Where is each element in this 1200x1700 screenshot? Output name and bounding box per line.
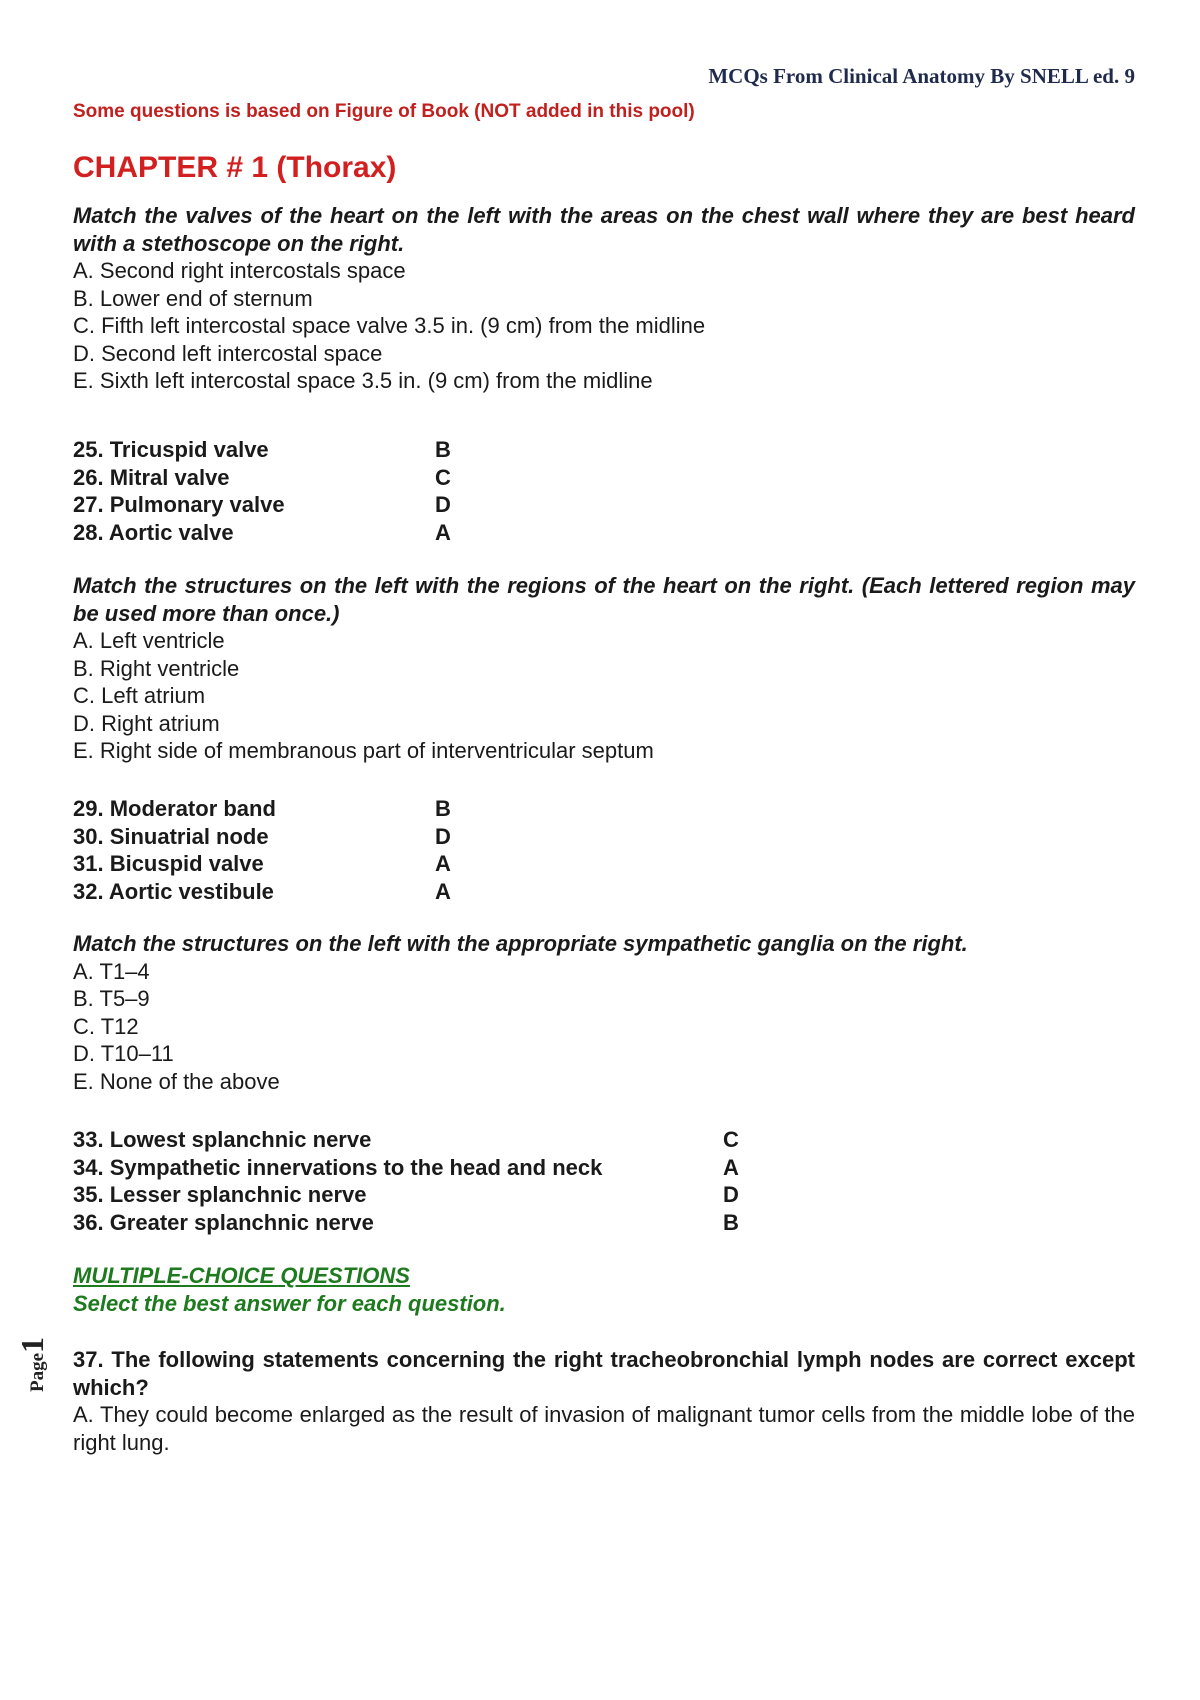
question-stem: 37. The following statements concerning the right tracheobronchial lymph nodes are correct except which? — [73, 1347, 1135, 1400]
pair-answer: B — [723, 1209, 739, 1235]
answer-pair — [73, 823, 493, 851]
mcq-instruction: Select the best answer for each question. — [73, 1290, 506, 1316]
answer-pair — [73, 1126, 773, 1154]
option-item: E. Right side of membranous part of interventricular septum — [73, 738, 654, 763]
option-item: C. T12 — [73, 1013, 139, 1039]
matching-stem: Match the structures on the left with the appropriate sympathetic ganglia on the right. — [73, 931, 968, 956]
pair-answer: A — [435, 878, 451, 904]
answer-pair — [73, 878, 493, 906]
pair-item: 33. Lowest splanchnic nerve — [73, 1127, 372, 1152]
matching-set-2 — [73, 572, 1135, 765]
chapter-title: CHAPTER # 1 (Thorax) — [73, 151, 397, 184]
answer-pair — [73, 519, 493, 547]
page-number: 1 — [14, 1336, 50, 1353]
pair-answer: A — [435, 519, 451, 545]
pair-answer: D — [723, 1182, 739, 1207]
answer-pair — [73, 491, 493, 519]
mcq-heading-text: MULTIPLE-CHOICE QUESTIONS — [73, 1263, 410, 1288]
pair-item: 26. Mitral valve — [73, 464, 230, 490]
option-item: A. T1–4 — [73, 958, 150, 984]
mcq-heading — [73, 1262, 1135, 1290]
pair-answer: C — [435, 464, 451, 490]
option-item: A. They could become enlarged as the result of invasion of malignant tumor cells from the middle lobe of the right lung. — [73, 1402, 1135, 1455]
pair-item: 31. Bicuspid valve — [73, 851, 264, 876]
answer-pair — [73, 1181, 773, 1209]
page-word: Page — [27, 1352, 48, 1392]
pair-answer: D — [435, 492, 451, 517]
answer-pair — [73, 464, 493, 492]
pair-item: 32. Aortic vestibule — [73, 878, 274, 904]
answer-pair — [73, 1154, 773, 1182]
matching-set-3 — [73, 930, 1135, 1095]
pair-answer: C — [723, 1127, 739, 1152]
answer-pair — [73, 436, 493, 464]
matching-set-1 — [73, 202, 1135, 395]
mcq-section — [73, 1262, 1135, 1317]
pair-item: 25. Tricuspid valve — [73, 437, 269, 462]
pair-item: 27. Pulmonary valve — [73, 492, 285, 517]
pair-item: 29. Moderator band — [73, 796, 276, 821]
option-item: C. Fifth left intercostal space valve 3.5 in. (9 cm) from the midline — [73, 313, 706, 338]
option-item: E. Sixth left intercostal space 3.5 in. (9 cm) from the midline — [73, 368, 653, 393]
running-head: MCQs From Clinical Anatomy By SNELL ed. 9 — [708, 64, 1135, 88]
pair-answer: D — [435, 823, 451, 849]
option-item: B. Right ventricle — [73, 655, 240, 681]
answer-pair — [73, 795, 493, 823]
option-item: C. Left atrium — [73, 683, 206, 708]
option-item: B. Lower end of sternum — [73, 285, 313, 311]
option-item: D. Second left intercostal space — [73, 340, 383, 366]
option-item: D. T10–11 — [73, 1041, 174, 1066]
option-item: A. Second right intercostals space — [73, 258, 406, 283]
pair-item: 34. Sympathetic innervations to the head and neck — [73, 1154, 603, 1180]
option-item: B. T5–9 — [73, 986, 150, 1011]
pair-answer: B — [435, 437, 451, 462]
answer-pairs-1 — [73, 436, 493, 546]
pair-item: 35. Lesser splanchnic nerve — [73, 1182, 367, 1207]
question-37 — [73, 1346, 1135, 1456]
pool-note: Some questions is based on Figure of Book (NOT added in this pool) — [73, 101, 695, 122]
pair-item: 28. Aortic valve — [73, 519, 234, 545]
pair-answer: A — [435, 851, 451, 876]
answer-pair — [73, 850, 493, 878]
answer-pair — [73, 1209, 773, 1237]
option-item: A. Left ventricle — [73, 628, 225, 653]
option-item: E. None of the above — [73, 1068, 280, 1094]
pair-answer: A — [723, 1154, 739, 1180]
option-item: D. Right atrium — [73, 710, 220, 736]
pair-answer: B — [435, 796, 451, 821]
matching-stem: Match the valves of the heart on the left with the areas on the chest wall where they are best heard with a stethoscope on the right. — [73, 203, 1135, 256]
answer-pairs-3 — [73, 1126, 773, 1236]
page-number-marker — [14, 1337, 51, 1392]
pair-item: 30. Sinuatrial node — [73, 823, 269, 849]
matching-stem: Match the structures on the left with the regions of the heart on the right. (Each lettered region may be used more than once.) — [73, 573, 1135, 626]
pair-item: 36. Greater splanchnic nerve — [73, 1209, 374, 1235]
answer-pairs-2 — [73, 795, 493, 905]
